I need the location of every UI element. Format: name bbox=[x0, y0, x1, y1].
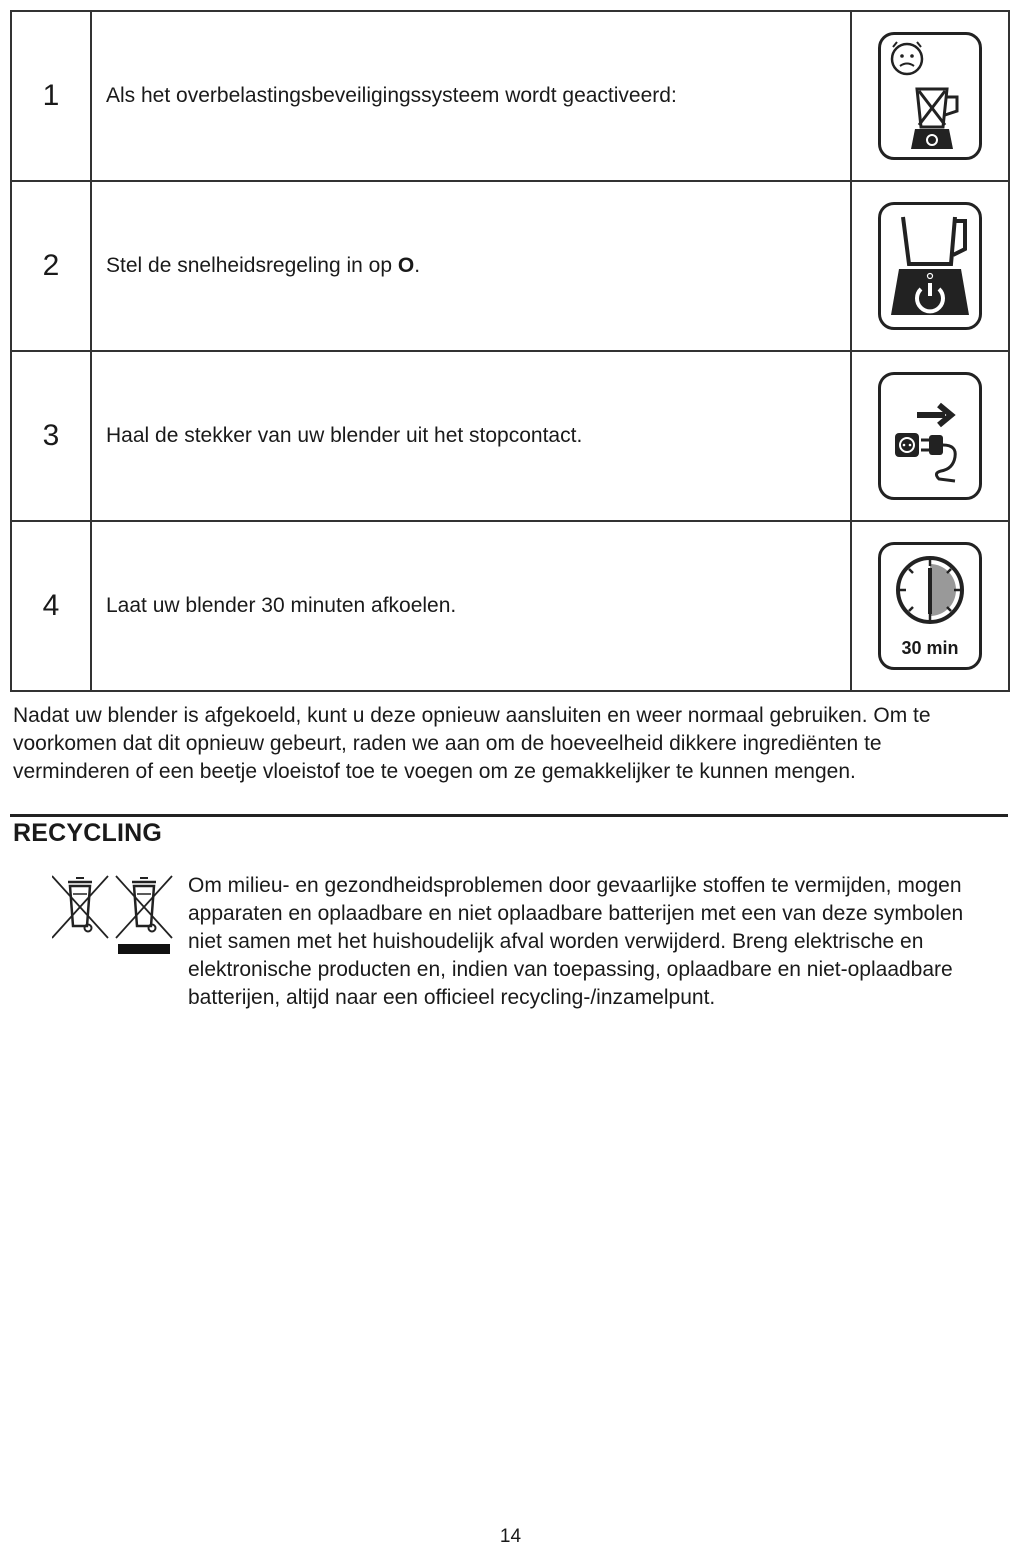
page-number: 14 bbox=[499, 1526, 522, 1547]
section-divider bbox=[10, 814, 1008, 817]
step-row-4 bbox=[11, 521, 1009, 691]
step-row-3 bbox=[11, 351, 1009, 521]
steps-table bbox=[10, 10, 1010, 692]
step-number: 4 bbox=[11, 521, 91, 691]
step-text: Laat uw blender 30 minuten afkoelen. bbox=[91, 521, 851, 691]
cooldown-note: Nadat uw blender is afgekoeld, kunt u deze opnieuw aansluiten en weer normaal gebruiken. Om te voorkomen dat dit opnieuw gebeurt, raden we aan om de hoeveelheid dikkere ingrediënten te verminderen of een beetje vloeistof toe te voegen om ze gemakkelijker te kunnen mengen. bbox=[13, 704, 931, 783]
step-text: Haal de stekker van uw blender uit het stopcontact. bbox=[91, 351, 851, 521]
recycling-text: Om milieu- en gezondheidsproblemen door gevaarlijke stoffen te vermijden, mogen apparaten en oplaadbare en niet oplaadbare batterijen met een van deze symbolen niet samen met het huishoudelijk afval worden verwijderd. Breng elektrische en elektronische producten en, indien van toepassing, oplaadbare en niet-oplaadbare batterijen, altijd naar een officieel recycling-/inzamelpunt. bbox=[188, 874, 964, 1009]
step-row-2 bbox=[11, 181, 1009, 351]
crossed-bin-with-bar-icon bbox=[116, 876, 172, 954]
blender-power-off-icon bbox=[878, 202, 982, 330]
step-row-1 bbox=[11, 11, 1009, 181]
unplug-icon bbox=[878, 372, 982, 500]
step-number: 1 bbox=[11, 11, 91, 181]
timer-icon bbox=[878, 542, 982, 670]
step-number: 2 bbox=[11, 181, 91, 351]
recycling-heading: RECYCLING bbox=[13, 819, 163, 847]
crossed-bin-icon bbox=[52, 876, 108, 938]
speed-zero-label: O bbox=[397, 254, 415, 277]
step-text: Als het overbelastingsbeveiligingssysteem wordt geactiveerd: bbox=[91, 11, 851, 181]
step-text: Stel de snelheidsregeling in op O. bbox=[91, 181, 851, 351]
timer-label: 30 min bbox=[901, 638, 959, 658]
step-number: 3 bbox=[11, 351, 91, 521]
overheated-blender-icon bbox=[878, 32, 982, 160]
weee-symbols bbox=[52, 874, 174, 963]
